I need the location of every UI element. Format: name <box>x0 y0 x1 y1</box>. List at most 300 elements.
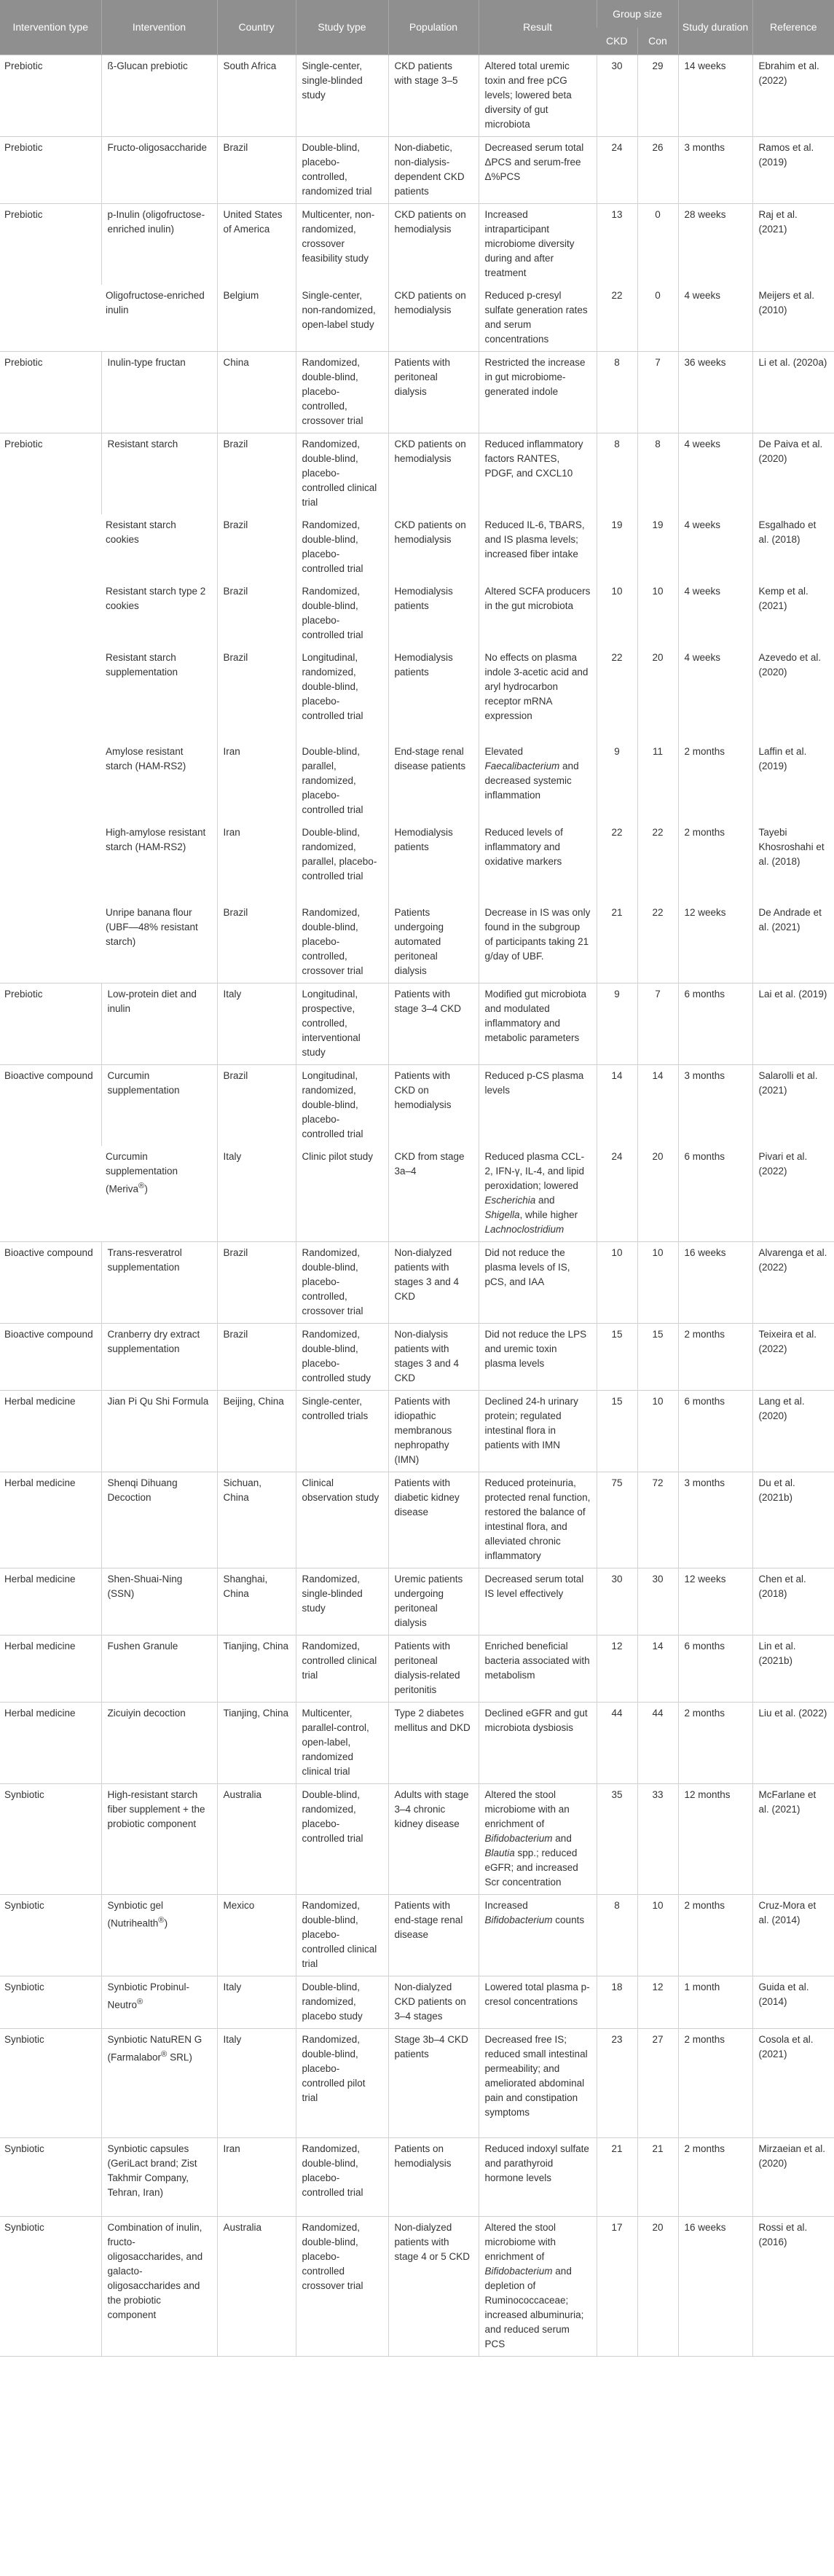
cell-study-type: Randomized, double-blind, placebo-controlled, crossover trial <box>296 1241 388 1323</box>
cell-result: Reduced plasma CCL-2, IFN-γ, IL-4, and lipid peroxidation; lowered Escherichia and Shigella, while higher Lachnoclostridium <box>479 1146 597 1242</box>
cell-result: Modified gut microbiota and modulated inflammatory and metabolic parameters <box>479 983 597 1064</box>
cell-study-duration: 3 months <box>678 1064 752 1146</box>
cell-country: Brazil <box>217 647 296 741</box>
cell-result: Declined 24-h urinary protein; regulated intestinal flora in patients with IMN <box>479 1390 597 1472</box>
cell-study-duration: 4 weeks <box>678 514 752 581</box>
cell-ckd: 12 <box>597 1635 637 1702</box>
cell-ckd: 10 <box>597 1241 637 1323</box>
cell-reference: Mirzaeian et al. (2020) <box>752 2137 834 2216</box>
table-row <box>0 983 834 1064</box>
cell-study-duration: 6 months <box>678 1635 752 1702</box>
cell-study-duration: 36 weeks <box>678 351 752 433</box>
cell-intervention: Shen-Shuai-Ning (SSN) <box>101 1568 217 1635</box>
cell-con: 26 <box>637 136 678 203</box>
cell-population: Stage 3b–4 CKD patients <box>388 2028 479 2137</box>
cell-population: CKD patients with stage 3–5 <box>388 55 479 136</box>
cell-population: Uremic patients undergoing peritoneal dialysis <box>388 1568 479 1635</box>
cell-result: Increased Bifidobacterium counts <box>479 1894 597 1976</box>
cell-study-type: Randomized, controlled clinical trial <box>296 1635 388 1702</box>
cell-con: 7 <box>637 983 678 1064</box>
cell-ckd: 8 <box>597 1894 637 1976</box>
cell-country: Tianjing, China <box>217 1702 296 1783</box>
cell-country: Brazil <box>217 902 296 983</box>
cell-con: 10 <box>637 1894 678 1976</box>
cell-result: Altered the stool microbiome with enrichment of Bifidobacterium and depletion of Ruminococcaceae; increased albuminuria; and reduced serum PCS <box>479 2216 597 2356</box>
cell-intervention-type: Herbal medicine <box>0 1635 101 1702</box>
cell-con: 7 <box>637 351 678 433</box>
cell-ckd: 21 <box>597 902 637 983</box>
table-row <box>0 647 834 741</box>
cell-intervention-type: Synbiotic <box>0 2137 101 2216</box>
cell-intervention-type: Bioactive compound <box>0 1241 101 1323</box>
cell-country: Tianjing, China <box>217 1635 296 1702</box>
cell-population: Non-dialysis patients with stages 3 and 4 CKD <box>388 1323 479 1390</box>
cell-study-type: Randomized, double-blind, placebo-controlled, crossover trial <box>296 902 388 983</box>
cell-study-type: Randomized, double-blind, placebo-controlled clinical trial <box>296 1894 388 1976</box>
cell-study-duration: 4 weeks <box>678 647 752 741</box>
cell-country: Brazil <box>217 1323 296 1390</box>
cell-intervention: Resistant starch supplementation <box>106 651 178 678</box>
cell-study-type: Randomized, double-blind, placebo-controlled trial <box>296 2137 388 2216</box>
cell-population: Hemodialysis patients <box>388 647 479 741</box>
table-row <box>0 1241 834 1323</box>
cell-intervention: Cranberry dry extract supplementation <box>101 1323 217 1390</box>
cell-study-duration: 28 weeks <box>678 203 752 285</box>
table-row <box>0 514 834 581</box>
cell-study-type: Longitudinal, randomized, double-blind, placebo-controlled trial <box>296 647 388 741</box>
table-header <box>0 0 834 55</box>
cell-reference: Liu et al. (2022) <box>752 1702 834 1783</box>
cell-intervention-type: Herbal medicine <box>0 1390 101 1472</box>
header-intervention-type: Intervention type <box>0 0 101 55</box>
cell-ckd: 19 <box>597 514 637 581</box>
cell-ckd: 13 <box>597 203 637 285</box>
cell-study-duration: 12 weeks <box>678 1568 752 1635</box>
cell-con: 20 <box>637 647 678 741</box>
cell-result: Restricted the increase in gut microbiome-generated indole <box>479 351 597 433</box>
cell-study-duration: 2 months <box>678 2137 752 2216</box>
cell-reference: Cruz-Mora et al. (2014) <box>752 1894 834 1976</box>
cell-ckd: 30 <box>597 1568 637 1635</box>
cell-study-duration: 12 months <box>678 1783 752 1894</box>
cell-result: Reduced indoxyl sulfate and parathyroid hormone levels <box>479 2137 597 2216</box>
cell-study-duration: 2 months <box>678 1702 752 1783</box>
cell-result: Altered the stool microbiome with an enrichment of Bifidobacterium and Blautia spp.; reduced eGFR; and increased Scr concentration <box>479 1783 597 1894</box>
cell-country: Brazil <box>217 136 296 203</box>
cell-intervention: Amylose resistant starch (HAM-RS2) <box>106 745 186 771</box>
cell-population: End-stage renal disease patients <box>388 741 479 822</box>
cell-country: Sichuan, China <box>217 1472 296 1568</box>
cell-ckd: 21 <box>597 2137 637 2216</box>
cell-reference: Lin et al. (2021b) <box>752 1635 834 1702</box>
cell-reference: Salarolli et al. (2021) <box>752 1064 834 1146</box>
cell-con: 11 <box>637 741 678 822</box>
cell-reference: Meijers et al. (2010) <box>752 285 834 352</box>
cell-country: Australia <box>217 2216 296 2356</box>
cell-ckd: 9 <box>597 741 637 822</box>
cell-reference: Ramos et al. (2019) <box>752 136 834 203</box>
cell-intervention-type: Prebiotic <box>0 203 101 351</box>
cell-result: Reduced proteinuria, protected renal function, restored the balance of intestinal flora, and alleviated chronic inflammatory <box>479 1472 597 1568</box>
cell-result: Decreased serum total IS level effectively <box>479 1568 597 1635</box>
cell-study-duration: 16 weeks <box>678 2216 752 2356</box>
table-row <box>0 136 834 203</box>
cell-study-type: Randomized, double-blind, placebo-controlled clinical trial <box>296 433 388 514</box>
cell-ckd: 15 <box>597 1390 637 1472</box>
cell-study-type: Randomized, double-blind, placebo-controlled, crossover trial <box>296 351 388 433</box>
header-group-size: Group size <box>597 0 678 28</box>
header-country: Country <box>217 0 296 55</box>
cell-intervention: Resistant starch cookies <box>106 519 176 545</box>
cell-result: Lowered total plasma p-cresol concentrations <box>479 1976 597 2028</box>
cell-intervention: Resistant starch type 2 cookies <box>106 585 206 611</box>
cell-intervention: Synbiotic gel (Nutrihealth®) <box>101 1894 217 1976</box>
cell-intervention-type: Prebiotic <box>0 136 101 203</box>
cell-intervention-type: Synbiotic <box>0 2028 101 2137</box>
cell-country: Belgium <box>217 285 296 352</box>
table-row <box>0 1323 834 1390</box>
header-study-type: Study type <box>296 0 388 55</box>
cell-population: CKD patients on hemodialysis <box>388 203 479 285</box>
header-ckd: CKD <box>597 28 637 55</box>
cell-study-type: Randomized, double-blind, placebo-controlled pilot trial <box>296 2028 388 2137</box>
cell-study-duration: 16 weeks <box>678 1241 752 1323</box>
cell-result: Reduced levels of inflammatory and oxidative markers <box>479 822 597 902</box>
cell-ckd: 44 <box>597 1702 637 1783</box>
table-row <box>0 1635 834 1702</box>
cell-result: Reduced p-CS plasma levels <box>479 1064 597 1146</box>
cell-study-type: Clinical observation study <box>296 1472 388 1568</box>
cell-result: Decreased serum total ΔPCS and serum-free Δ%PCS <box>479 136 597 203</box>
cell-country: Iran <box>217 822 296 902</box>
table-row <box>0 1702 834 1783</box>
cell-study-duration: 14 weeks <box>678 55 752 136</box>
cell-con: 29 <box>637 55 678 136</box>
cell-population: Patients with peritoneal dialysis <box>388 351 479 433</box>
cell-population: Non-diabetic, non-dialysis-dependent CKD patients <box>388 136 479 203</box>
table-row <box>0 1894 834 1976</box>
cell-reference: Raj et al. (2021) <box>752 203 834 285</box>
header-intervention: Intervention <box>101 0 217 55</box>
cell-ckd: 75 <box>597 1472 637 1568</box>
cell-country: Iran <box>217 741 296 822</box>
cell-ckd: 23 <box>597 2028 637 2137</box>
header-con: Con <box>637 28 678 55</box>
cell-reference: Chen et al. (2018) <box>752 1568 834 1635</box>
cell-study-type: Randomized, double-blind, placebo-controlled study <box>296 1323 388 1390</box>
cell-reference: Tayebi Khosroshahi et al. (2018) <box>752 822 834 902</box>
cell-reference: Li et al. (2020a) <box>752 351 834 433</box>
cell-intervention: Shenqi Dihuang Decoction <box>101 1472 217 1568</box>
cell-intervention-type: Prebiotic <box>0 55 101 136</box>
cell-study-type: Single-center, controlled trials <box>296 1390 388 1472</box>
cell-population: Non-dialyzed patients with stage 4 or 5 CKD <box>388 2216 479 2356</box>
cell-intervention: ß-Glucan prebiotic <box>101 55 217 136</box>
cell-con: 72 <box>637 1472 678 1568</box>
cell-ckd: 15 <box>597 1323 637 1390</box>
cell-population: Hemodialysis patients <box>388 822 479 902</box>
cell-population: Patients with stage 3–4 CKD <box>388 983 479 1064</box>
header-reference: Reference <box>752 0 834 55</box>
cell-ckd: 8 <box>597 351 637 433</box>
table-row <box>0 2137 834 2216</box>
cell-reference: Kemp et al. (2021) <box>752 581 834 647</box>
cell-population: Patients undergoing automated peritoneal dialysis <box>388 902 479 983</box>
cell-study-type: Double-blind, placebo-controlled, randomized trial <box>296 136 388 203</box>
cell-ckd: 18 <box>597 1976 637 2028</box>
cell-con: 0 <box>637 285 678 352</box>
cell-con: 33 <box>637 1783 678 1894</box>
cell-con: 10 <box>637 581 678 647</box>
cell-intervention: Oligofructose-enriched inulin <box>106 289 205 315</box>
cell-study-type: Single-center, single-blinded study <box>296 55 388 136</box>
cell-ckd: 22 <box>597 647 637 741</box>
cell-con: 10 <box>637 1241 678 1323</box>
cell-study-type: Multicenter, non-randomized, crossover feasibility study <box>296 203 388 285</box>
cell-ckd: 22 <box>597 822 637 902</box>
table-row <box>0 741 834 822</box>
cell-result: Decrease in IS was only found in the subgroup of participants taking 21 g/day of UBF. <box>479 902 597 983</box>
cell-reference: Du et al. (2021b) <box>752 1472 834 1568</box>
cell-population: Adults with stage 3–4 chronic kidney disease <box>388 1783 479 1894</box>
cell-study-duration: 4 weeks <box>678 581 752 647</box>
cell-country: Italy <box>217 2028 296 2137</box>
cell-study-type: Longitudinal, randomized, double-blind, placebo-controlled trial <box>296 1064 388 1146</box>
cell-intervention-type: Prebiotic <box>0 983 101 1064</box>
cell-result: Elevated Faecalibacterium and decreased systemic inflammation <box>479 741 597 822</box>
cell-intervention: Low-protein diet and inulin <box>101 983 217 1064</box>
cell-con: 14 <box>637 1064 678 1146</box>
cell-study-type: Double-blind, randomized, placebo study <box>296 1976 388 2028</box>
cell-country: China <box>217 351 296 433</box>
table-row <box>0 1472 834 1568</box>
table-row <box>0 203 834 285</box>
cell-reference: De Paiva et al. (2020) <box>752 433 834 514</box>
cell-country: Brazil <box>217 514 296 581</box>
cell-con: 10 <box>637 1390 678 1472</box>
cell-ckd: 14 <box>597 1064 637 1146</box>
cell-reference: Teixeira et al. (2022) <box>752 1323 834 1390</box>
cell-reference: Ebrahim et al. (2022) <box>752 55 834 136</box>
cell-reference: Laffin et al. (2019) <box>752 741 834 822</box>
cell-country: Australia <box>217 1783 296 1894</box>
cell-result: Did not reduce the plasma levels of IS, pCS, and IAA <box>479 1241 597 1323</box>
cell-study-duration: 2 months <box>678 1323 752 1390</box>
cell-study-type: Double-blind, parallel, randomized, placebo-controlled trial <box>296 741 388 822</box>
cell-con: 19 <box>637 514 678 581</box>
cell-intervention: p-Inulin (oligofructose-enriched inulin) <box>101 203 217 285</box>
cell-intervention: High-amylose resistant starch (HAM-RS2) <box>106 826 206 852</box>
cell-population: Non-dialyzed patients with stages 3 and 4 CKD <box>388 1241 479 1323</box>
cell-intervention: Fushen Granule <box>101 1635 217 1702</box>
cell-ckd: 24 <box>597 1146 637 1242</box>
cell-intervention: Jian Pi Qu Shi Formula <box>101 1390 217 1472</box>
cell-intervention-type: Synbiotic <box>0 1783 101 1894</box>
cell-ckd: 24 <box>597 136 637 203</box>
table-row <box>0 55 834 136</box>
cell-study-duration: 2 months <box>678 822 752 902</box>
cell-study-duration: 4 weeks <box>678 433 752 514</box>
table-row <box>0 822 834 902</box>
cell-population: Patients with idiopathic membranous nephropathy (IMN) <box>388 1390 479 1472</box>
cell-ckd: 10 <box>597 581 637 647</box>
cell-con: 12 <box>637 1976 678 2028</box>
cell-country: Italy <box>217 1146 296 1242</box>
cell-ckd: 30 <box>597 55 637 136</box>
cell-study-type: Double-blind, randomized, parallel, placebo-controlled trial <box>296 822 388 902</box>
cell-study-type: Randomized, double-blind, placebo-controlled trial <box>296 514 388 581</box>
cell-result: Altered SCFA producers in the gut microbiota <box>479 581 597 647</box>
cell-ckd: 9 <box>597 983 637 1064</box>
table-row <box>0 2028 834 2137</box>
cell-study-duration: 6 months <box>678 1146 752 1242</box>
cell-con: 15 <box>637 1323 678 1390</box>
cell-intervention: Fructo-oligosaccharide <box>101 136 217 203</box>
cell-reference: Pivari et al. (2022) <box>752 1146 834 1242</box>
cell-ckd: 17 <box>597 2216 637 2356</box>
cell-study-duration: 2 months <box>678 741 752 822</box>
cell-intervention: Trans-resveratrol supplementation <box>101 1241 217 1323</box>
table-row <box>0 1568 834 1635</box>
cell-intervention: High-resistant starch fiber supplement + the probiotic component <box>101 1783 217 1894</box>
cell-study-duration: 12 weeks <box>678 902 752 983</box>
cell-reference: Cosola et al. (2021) <box>752 2028 834 2137</box>
table-body <box>0 55 834 2356</box>
cell-intervention: Inulin-type fructan <box>101 351 217 433</box>
table-row <box>0 1390 834 1472</box>
table-row <box>0 285 834 352</box>
cell-result: Decreased free IS; reduced small intestinal permeability; and ameliorated abdominal pain and constipation symptoms <box>479 2028 597 2137</box>
cell-reference: McFarlane et al. (2021) <box>752 1783 834 1894</box>
cell-ckd: 35 <box>597 1783 637 1894</box>
cell-population: Patients with peritoneal dialysis-related peritonitis <box>388 1635 479 1702</box>
header-population: Population <box>388 0 479 55</box>
cell-study-duration: 4 weeks <box>678 285 752 352</box>
cell-study-type: Double-blind, randomized, placebo-controlled trial <box>296 1783 388 1894</box>
cell-country: Iran <box>217 2137 296 2216</box>
cell-con: 27 <box>637 2028 678 2137</box>
cell-result: Declined eGFR and gut microbiota dysbiosis <box>479 1702 597 1783</box>
cell-population: Non-dialyzed CKD patients on 3–4 stages <box>388 1976 479 2028</box>
cell-intervention-type: Synbiotic <box>0 1976 101 2028</box>
cell-con: 21 <box>637 2137 678 2216</box>
cell-intervention: Synbiotic Probinul-Neutro® <box>101 1976 217 2028</box>
cell-study-duration: 2 months <box>678 1894 752 1976</box>
cell-result: Did not reduce the LPS and uremic toxin plasma levels <box>479 1323 597 1390</box>
cell-intervention-type: Synbiotic <box>0 2216 101 2356</box>
cell-population: Patients on hemodialysis <box>388 2137 479 2216</box>
cell-study-type: Multicenter, parallel-control, open-label, randomized clinical trial <box>296 1702 388 1783</box>
cell-study-type: Randomized, single-blinded study <box>296 1568 388 1635</box>
cell-reference: Lai et al. (2019) <box>752 983 834 1064</box>
cell-country: Italy <box>217 983 296 1064</box>
cell-intervention: Synbiotic capsules (GeriLact brand; Zist Takhmir Company, Tehran, Iran) <box>101 2137 217 2216</box>
cell-intervention: Curcumin supplementation (Meriva®) <box>106 1150 178 1194</box>
cell-study-duration: 3 months <box>678 136 752 203</box>
cell-reference: Azevedo et al. (2020) <box>752 647 834 741</box>
table-row <box>0 351 834 433</box>
cell-con: 14 <box>637 1635 678 1702</box>
cell-country: Brazil <box>217 1241 296 1323</box>
cell-study-duration: 3 months <box>678 1472 752 1568</box>
cell-con: 30 <box>637 1568 678 1635</box>
cell-country: Brazil <box>217 433 296 514</box>
cell-intervention-type: Herbal medicine <box>0 1702 101 1783</box>
cell-country: Beijing, China <box>217 1390 296 1472</box>
header-study-duration: Study duration <box>678 0 752 55</box>
cell-intervention-type: Bioactive compound <box>0 1323 101 1390</box>
cell-reference: Lang et al. (2020) <box>752 1390 834 1472</box>
cell-reference: Esgalhado et al. (2018) <box>752 514 834 581</box>
cell-study-type: Randomized, double-blind, placebo-controlled trial <box>296 581 388 647</box>
cell-country: Brazil <box>217 581 296 647</box>
table-row <box>0 2216 834 2356</box>
cell-population: Patients with CKD on hemodialysis <box>388 1064 479 1146</box>
cell-result: Reduced p-cresyl sulfate generation rates and serum concentrations <box>479 285 597 352</box>
cell-result: Enriched beneficial bacteria associated with metabolism <box>479 1635 597 1702</box>
cell-population: CKD patients on hemodialysis <box>388 285 479 352</box>
cell-reference: Alvarenga et al. (2022) <box>752 1241 834 1323</box>
cell-study-type: Single-center, non-randomized, open-label study <box>296 285 388 352</box>
cell-intervention: Unripe banana flour (UBF—48% resistant starch) <box>106 906 198 947</box>
table-row <box>0 581 834 647</box>
cell-intervention-type: Herbal medicine <box>0 1568 101 1635</box>
cell-country: United States of America <box>217 203 296 285</box>
table-row <box>0 1064 834 1146</box>
cell-study-type: Clinic pilot study <box>296 1146 388 1242</box>
cell-population: Type 2 diabetes mellitus and DKD <box>388 1702 479 1783</box>
table-row <box>0 433 834 514</box>
table-row <box>0 1146 834 1242</box>
cell-country: Brazil <box>217 1064 296 1146</box>
cell-con: 0 <box>637 203 678 285</box>
cell-country: South Africa <box>217 55 296 136</box>
cell-reference: Guida et al. (2014) <box>752 1976 834 2028</box>
table-row <box>0 1976 834 2028</box>
cell-result: No effects on plasma indole 3-acetic acid and aryl hydrocarbon receptor mRNA expression <box>479 647 597 741</box>
cell-study-duration: 2 months <box>678 2028 752 2137</box>
cell-reference: De Andrade et al. (2021) <box>752 902 834 983</box>
cell-population: Patients with diabetic kidney disease <box>388 1472 479 1568</box>
cell-result: Altered total uremic toxin and free pCG levels; lowered beta diversity of gut microbiota <box>479 55 597 136</box>
cell-population: Patients with end-stage renal disease <box>388 1894 479 1976</box>
cell-result: Increased intraparticipant microbiome diversity during and after treatment <box>479 203 597 285</box>
cell-con: 20 <box>637 1146 678 1242</box>
cell-population: Hemodialysis patients <box>388 581 479 647</box>
cell-study-type: Randomized, double-blind, placebo-controlled crossover trial <box>296 2216 388 2356</box>
cell-study-duration: 6 months <box>678 1390 752 1472</box>
cell-study-duration: 6 months <box>678 983 752 1064</box>
cell-con: 8 <box>637 433 678 514</box>
cell-intervention-type: Herbal medicine <box>0 1472 101 1568</box>
cell-population: CKD patients on hemodialysis <box>388 514 479 581</box>
cell-country: Mexico <box>217 1894 296 1976</box>
cell-population: CKD from stage 3a–4 <box>388 1146 479 1242</box>
cell-ckd: 22 <box>597 285 637 352</box>
cell-con: 22 <box>637 822 678 902</box>
table-row <box>0 1783 834 1894</box>
cell-con: 22 <box>637 902 678 983</box>
cell-reference: Rossi et al. (2016) <box>752 2216 834 2356</box>
table-row <box>0 902 834 983</box>
cell-intervention-type: Bioactive compound <box>0 1064 101 1241</box>
cell-intervention: Zicuiyin decoction <box>101 1702 217 1783</box>
cell-population: CKD patients on hemodialysis <box>388 433 479 514</box>
header-result: Result <box>479 0 597 55</box>
cell-intervention: Curcumin supplementation <box>101 1064 217 1146</box>
cell-con: 20 <box>637 2216 678 2356</box>
cell-intervention: Combination of inulin, fructo-oligosaccharides, and galacto-oligosaccharides and the probiotic component <box>101 2216 217 2356</box>
